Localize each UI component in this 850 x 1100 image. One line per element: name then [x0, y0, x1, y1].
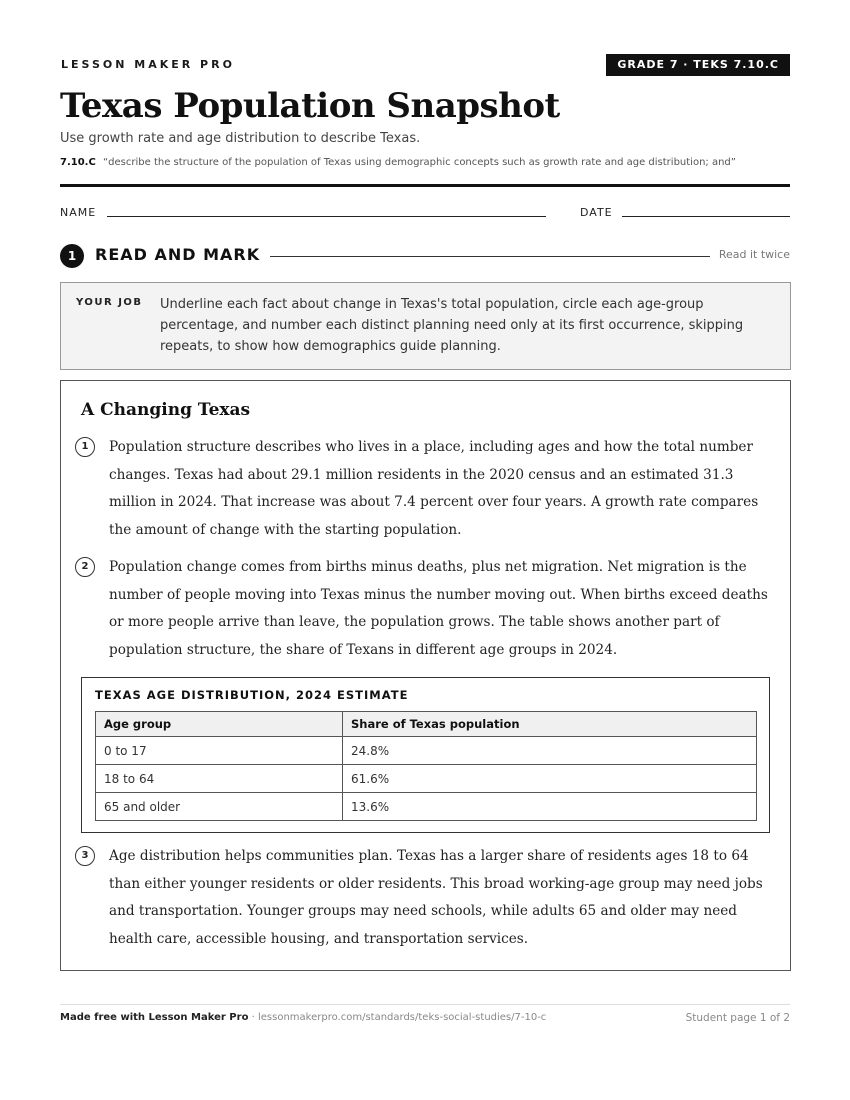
footer-credit [60, 1012, 546, 1023]
table-cell: 24.8% [343, 737, 757, 765]
table-row [96, 737, 757, 765]
page-subtitle: Use growth rate and age distribution to describe Texas. [60, 131, 421, 146]
footer-separator: · [248, 1012, 258, 1023]
paragraph-number: 2 [75, 557, 95, 577]
reading-passage [60, 380, 791, 971]
instructions-text: Underline each fact about change in Texas's total population, circle each age-group percentage, and number each distinct planning need only at its first occurrence, skipping repeats, to show how demographics guide planning. [160, 297, 744, 354]
date-field[interactable] [622, 216, 790, 217]
paragraph-number: 1 [75, 437, 95, 457]
footer-url[interactable]: lessonmakerpro.com/standards/teks-social-studies/7-10-c [257, 1012, 547, 1023]
date-label: DATE [580, 206, 613, 219]
section-hint: Read it twice [718, 248, 790, 261]
age-distribution-table [95, 711, 757, 821]
paragraph-number: 3 [75, 846, 95, 866]
table-caption: TEXAS AGE DISTRIBUTION, 2024 ESTIMATE [95, 688, 409, 702]
table-row [96, 765, 757, 793]
table-header-row [96, 712, 757, 737]
paragraph-text: Population change comes from births minus deaths, plus net migration. Net migration is the number of people moving into Texas minus the number moving out. When births exceed deaths or more people arrive than leave, the population grows. The table shows another part of population structure, the share of Texans in different age groups in 2024. [109, 559, 768, 658]
table-cell: 13.6% [343, 793, 757, 821]
age-distribution-table-box [81, 677, 770, 833]
name-label: NAME [60, 206, 97, 219]
table-cell: 61.6% [343, 765, 757, 793]
grade-badge: GRADE 7 · TEKS 7.10.C [606, 54, 790, 76]
passage-title: A Changing Texas [81, 400, 251, 420]
header-divider [60, 184, 790, 187]
instructions-box [60, 282, 791, 370]
section-number: 1 [60, 244, 84, 268]
footer-page-number: Student page 1 of 2 [685, 1012, 790, 1024]
column-header: Age group [96, 712, 343, 737]
name-field[interactable] [107, 216, 546, 217]
table-cell: 65 and older [96, 793, 343, 821]
standard-text: “describe the structure of the population of Texas using demographic concepts such as growth rate and age distribution; and” [103, 157, 736, 168]
footer-divider [60, 1004, 790, 1005]
footer-made-with: Made free with Lesson Maker Pro [60, 1012, 249, 1023]
instructions-label: YOUR JOB [76, 297, 143, 308]
table-cell: 18 to 64 [96, 765, 343, 793]
table-cell: 0 to 17 [96, 737, 343, 765]
standard-line [60, 157, 736, 168]
paragraph-text: Age distribution helps communities plan. Texas has a larger share of residents ages 18 to 64 than either younger residents or older residents. This broad working-age group may need jobs and transportation. Younger groups may need schools, while adults 65 and older may need health care, accessible housing, and transportation services. [109, 848, 763, 947]
column-header: Share of Texas population [343, 712, 757, 737]
standard-code: 7.10.C [60, 157, 96, 168]
page-title: Texas Population Snapshot [60, 86, 560, 126]
paragraph-text: Population structure describes who lives in a place, including ages and how the total number changes. Texas had about 29.1 million residents in the 2020 census and an estimated 31.3 million in 2024. That increase was about 7.4 percent over four years. A growth rate compares the amount of change with the starting population. [109, 439, 759, 538]
table-row [96, 793, 757, 821]
section-title: READ AND MARK [95, 245, 261, 264]
brand-name: LESSON MAKER PRO [61, 58, 235, 71]
section-divider [270, 256, 710, 257]
